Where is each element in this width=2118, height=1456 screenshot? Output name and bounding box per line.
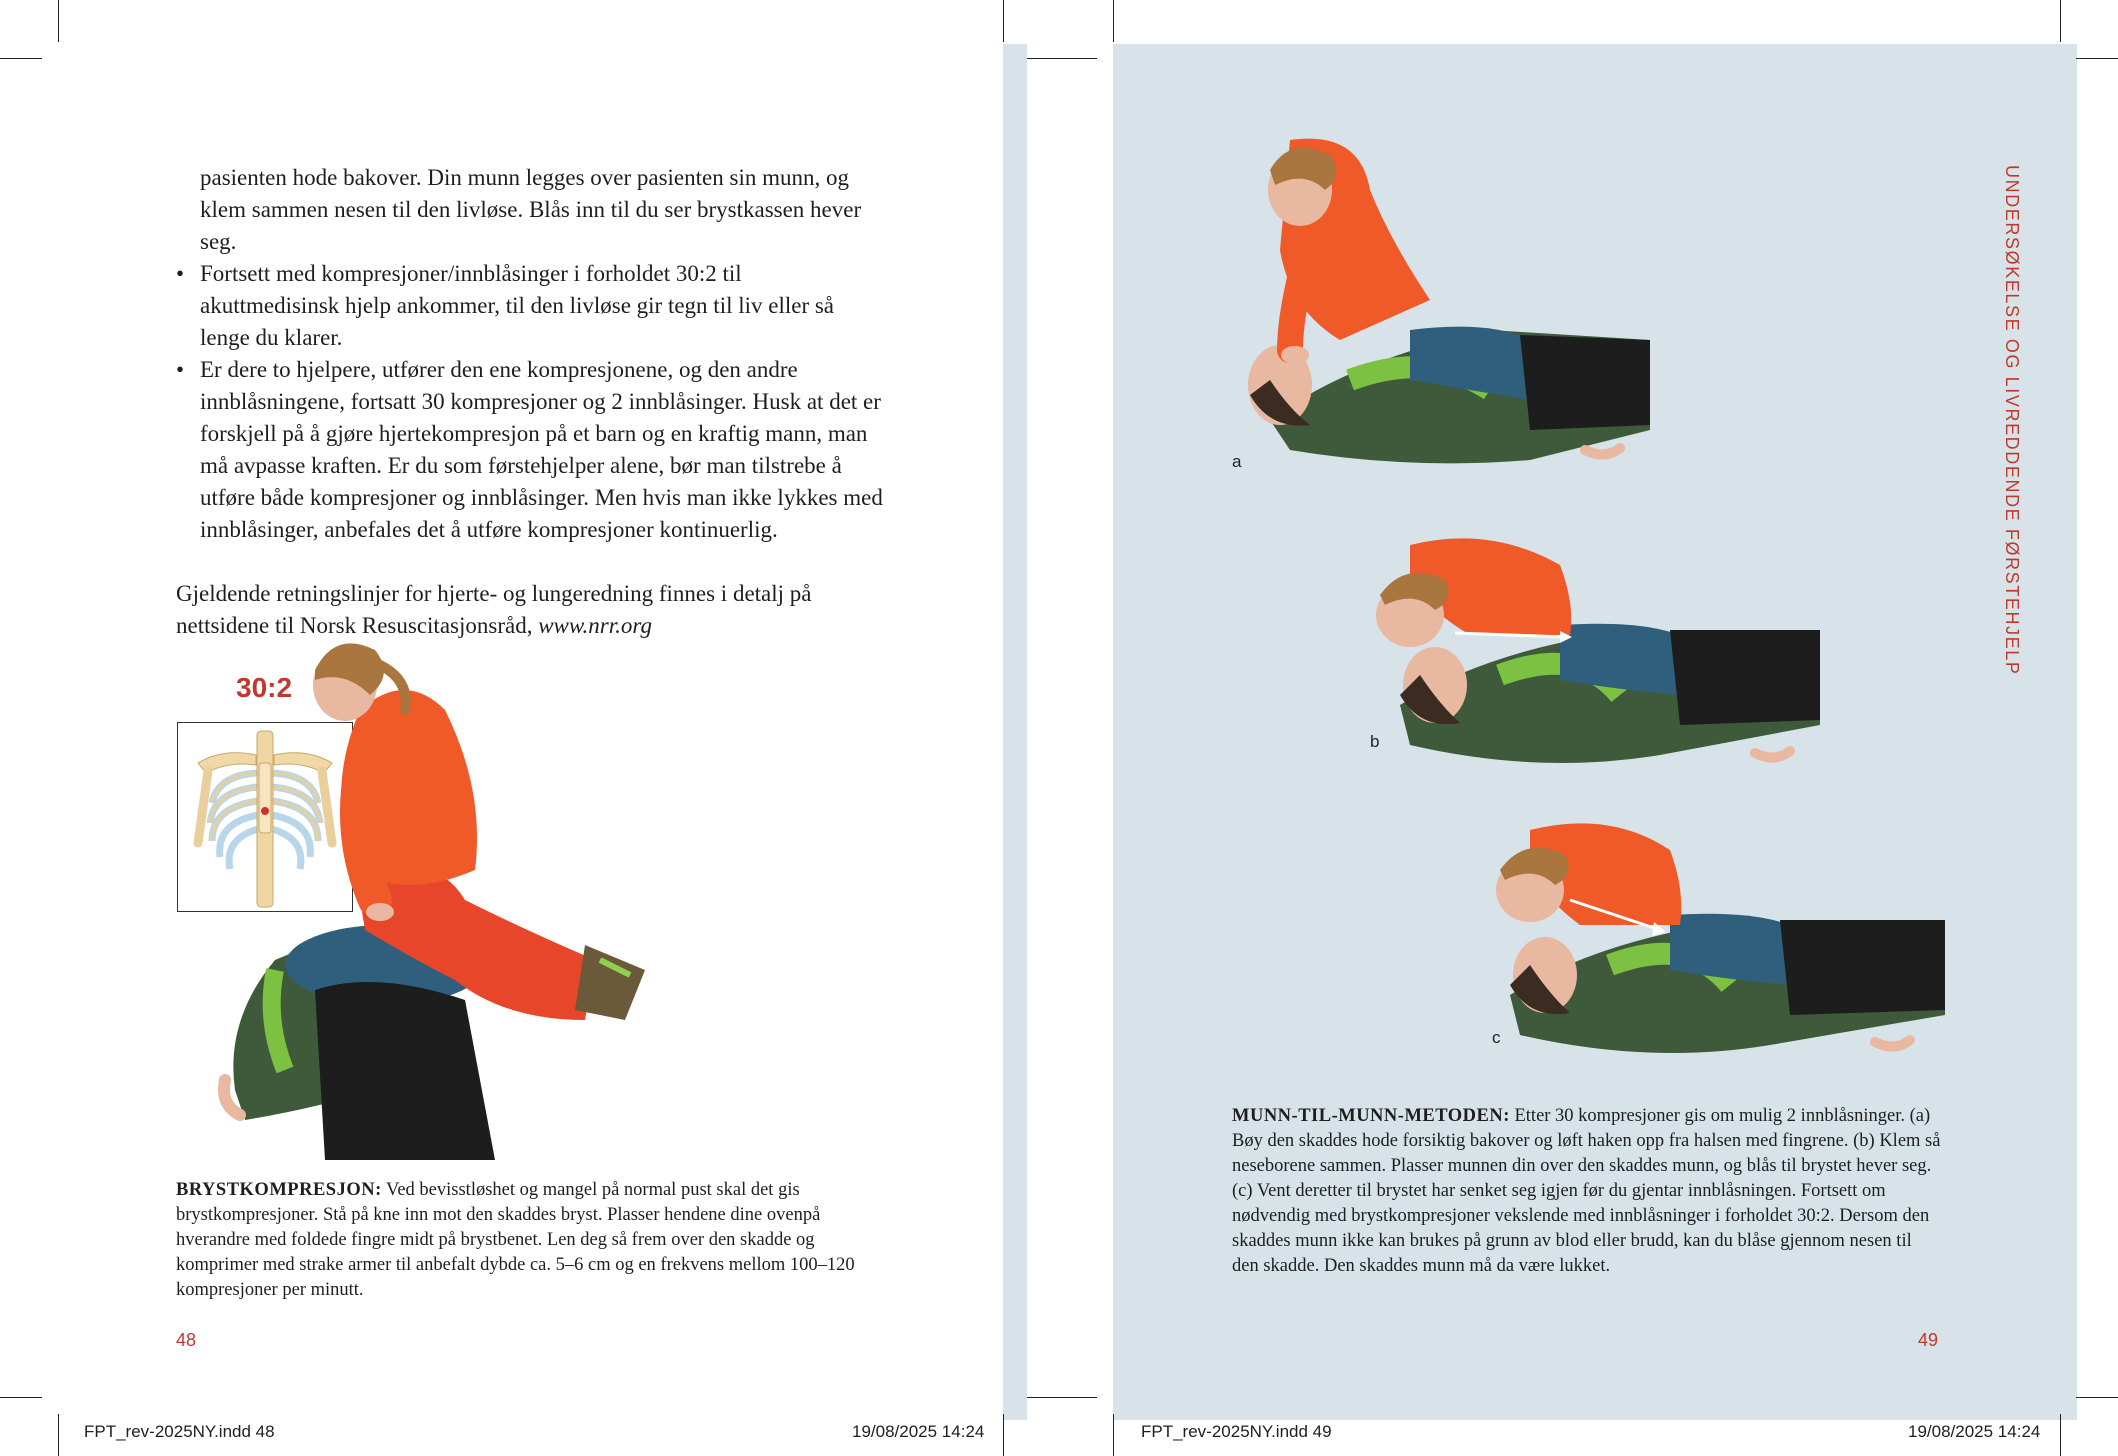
mouth-to-mouth-caption xyxy=(1232,1104,1942,1279)
continuation-paragraph: pasienten hode bakover. Din munn legges over pasienten sin munn, og klem sammen nesen til den livløse. Blås inn til du ser brystkassen hever seg. xyxy=(200,165,862,254)
caption-text: Ved bevisstløshet og mangel på normal pust skal det gis brystkompresjoner. Stå på kne inn mot den skaddes bryst. Plasser hendene dine ovenpå hverandre med foldede fingre midt på brystbenet. Len deg så frem over den skadde og komprimer med strake armer til anbefalt dybde ca. 5–6 cm og en frekvens mellom 100–120 kompresjoner per minutt. xyxy=(176,1180,855,1300)
guidelines-text: Gjeldende retningslinjer for hjerte- og lungeredning finnes i detalj på nettsidene til Norsk Resuscitasjonsråd, xyxy=(176,581,812,638)
crop-mark xyxy=(2060,1414,2061,1456)
figure-label-a: a xyxy=(1232,452,1242,471)
crop-mark xyxy=(1027,58,1097,59)
page-number: 48 xyxy=(176,1330,197,1350)
mouth-to-mouth-photo-b xyxy=(1360,525,1820,785)
slug-file: FPT_rev-2025NY.indd 48 xyxy=(84,1422,275,1441)
head-tilt-illustration xyxy=(1230,130,1650,490)
crop-mark xyxy=(1113,0,1114,42)
crop-mark xyxy=(1003,0,1004,42)
mouth-to-mouth-photo-c xyxy=(1470,810,1945,1075)
page-number: 49 xyxy=(1918,1330,1939,1350)
crop-mark xyxy=(2060,0,2061,42)
crop-mark xyxy=(2076,58,2118,59)
caption-heading: MUNN-TIL-MUNN-METODEN: xyxy=(1232,1106,1510,1126)
compression-photo xyxy=(205,600,725,1160)
ratio-label: 30:2 xyxy=(236,672,293,703)
crop-mark xyxy=(1113,1414,1114,1456)
gutter-panel xyxy=(1003,44,1027,1420)
slug-date: 19/08/2025 14:24 xyxy=(852,1422,985,1441)
crop-mark xyxy=(58,0,59,42)
caption-heading: BRYSTKOMPRESJON: xyxy=(176,1180,382,1200)
bullet-list xyxy=(176,258,886,546)
section-side-title: UNDERSØKELSE OG LIVREDDENDE FØRSTEHJELP xyxy=(2002,165,2022,676)
crop-mark xyxy=(1027,1397,1097,1398)
mouth-to-mouth-photo-a xyxy=(1230,130,1650,490)
caption-text: Etter 30 kompresjoner gis om mulig 2 innblåsninger. (a) Bøy den skaddes hode forsiktig bakover og løft haken opp fra halsen med fingrene. (b) Klem så neseborene sammen. Plasser munnen din over den skaddes munn, og blås til brystet hever seg. (c) Vent deretter til brystet har senket seg igjen før du gjentar innblåsningen. Fortsett om nødvendig med brystkompresjoner vekslende med innblåsninger i forholdet 30:2. Dersom den skaddes munn ikke kan brukes på grunn av blod eller brudd, kan du blåse gjennom nesen til den skadde. Den skaddes munn må da være lukket. xyxy=(1232,1106,1941,1276)
slug-file: FPT_rev-2025NY.indd 49 xyxy=(1141,1422,1332,1441)
compression-caption xyxy=(176,1178,886,1303)
nrr-link[interactable]: www.nrr.org xyxy=(538,613,652,638)
rescue-breath-illustration xyxy=(1470,810,1945,1075)
crop-mark xyxy=(58,1414,59,1456)
nose-pinch-illustration xyxy=(1360,525,1820,785)
crop-mark xyxy=(1003,1414,1004,1456)
crop-mark xyxy=(0,58,42,59)
bullet-item: • Er dere to hjelpere, utfører den ene kompresjonene, og den andre innblåsningene, fortsatt 30 kompresjoner og 2 innblåsinger. Husk at det er forskjell på å gjøre hjertekompresjon på et barn og en kraftig mann, man må avpasse kraften. Er du som førstehjelper alene, bør man tilstrebe å utføre både kompresjoner og innblåsinger. Men hvis man ikke lykkes med innblåsinger, anbefales det å utføre kompresjoner kontinuerlig. xyxy=(176,354,886,546)
compression-illustration xyxy=(205,600,725,1160)
slug-date: 19/08/2025 14:24 xyxy=(1908,1422,2041,1441)
crop-mark xyxy=(2076,1397,2118,1398)
crop-mark xyxy=(0,1397,42,1398)
bullet-item: • Fortsett med kompresjoner/innblåsinger i forholdet 30:2 til akuttmedisinsk hjelp ankommer, til den livløse gir tegn til liv eller så lenge du klarer. xyxy=(176,258,886,354)
figure-label-c: c xyxy=(1492,1028,1501,1047)
left-body-text xyxy=(176,162,886,642)
figure-label-b: b xyxy=(1370,732,1380,751)
